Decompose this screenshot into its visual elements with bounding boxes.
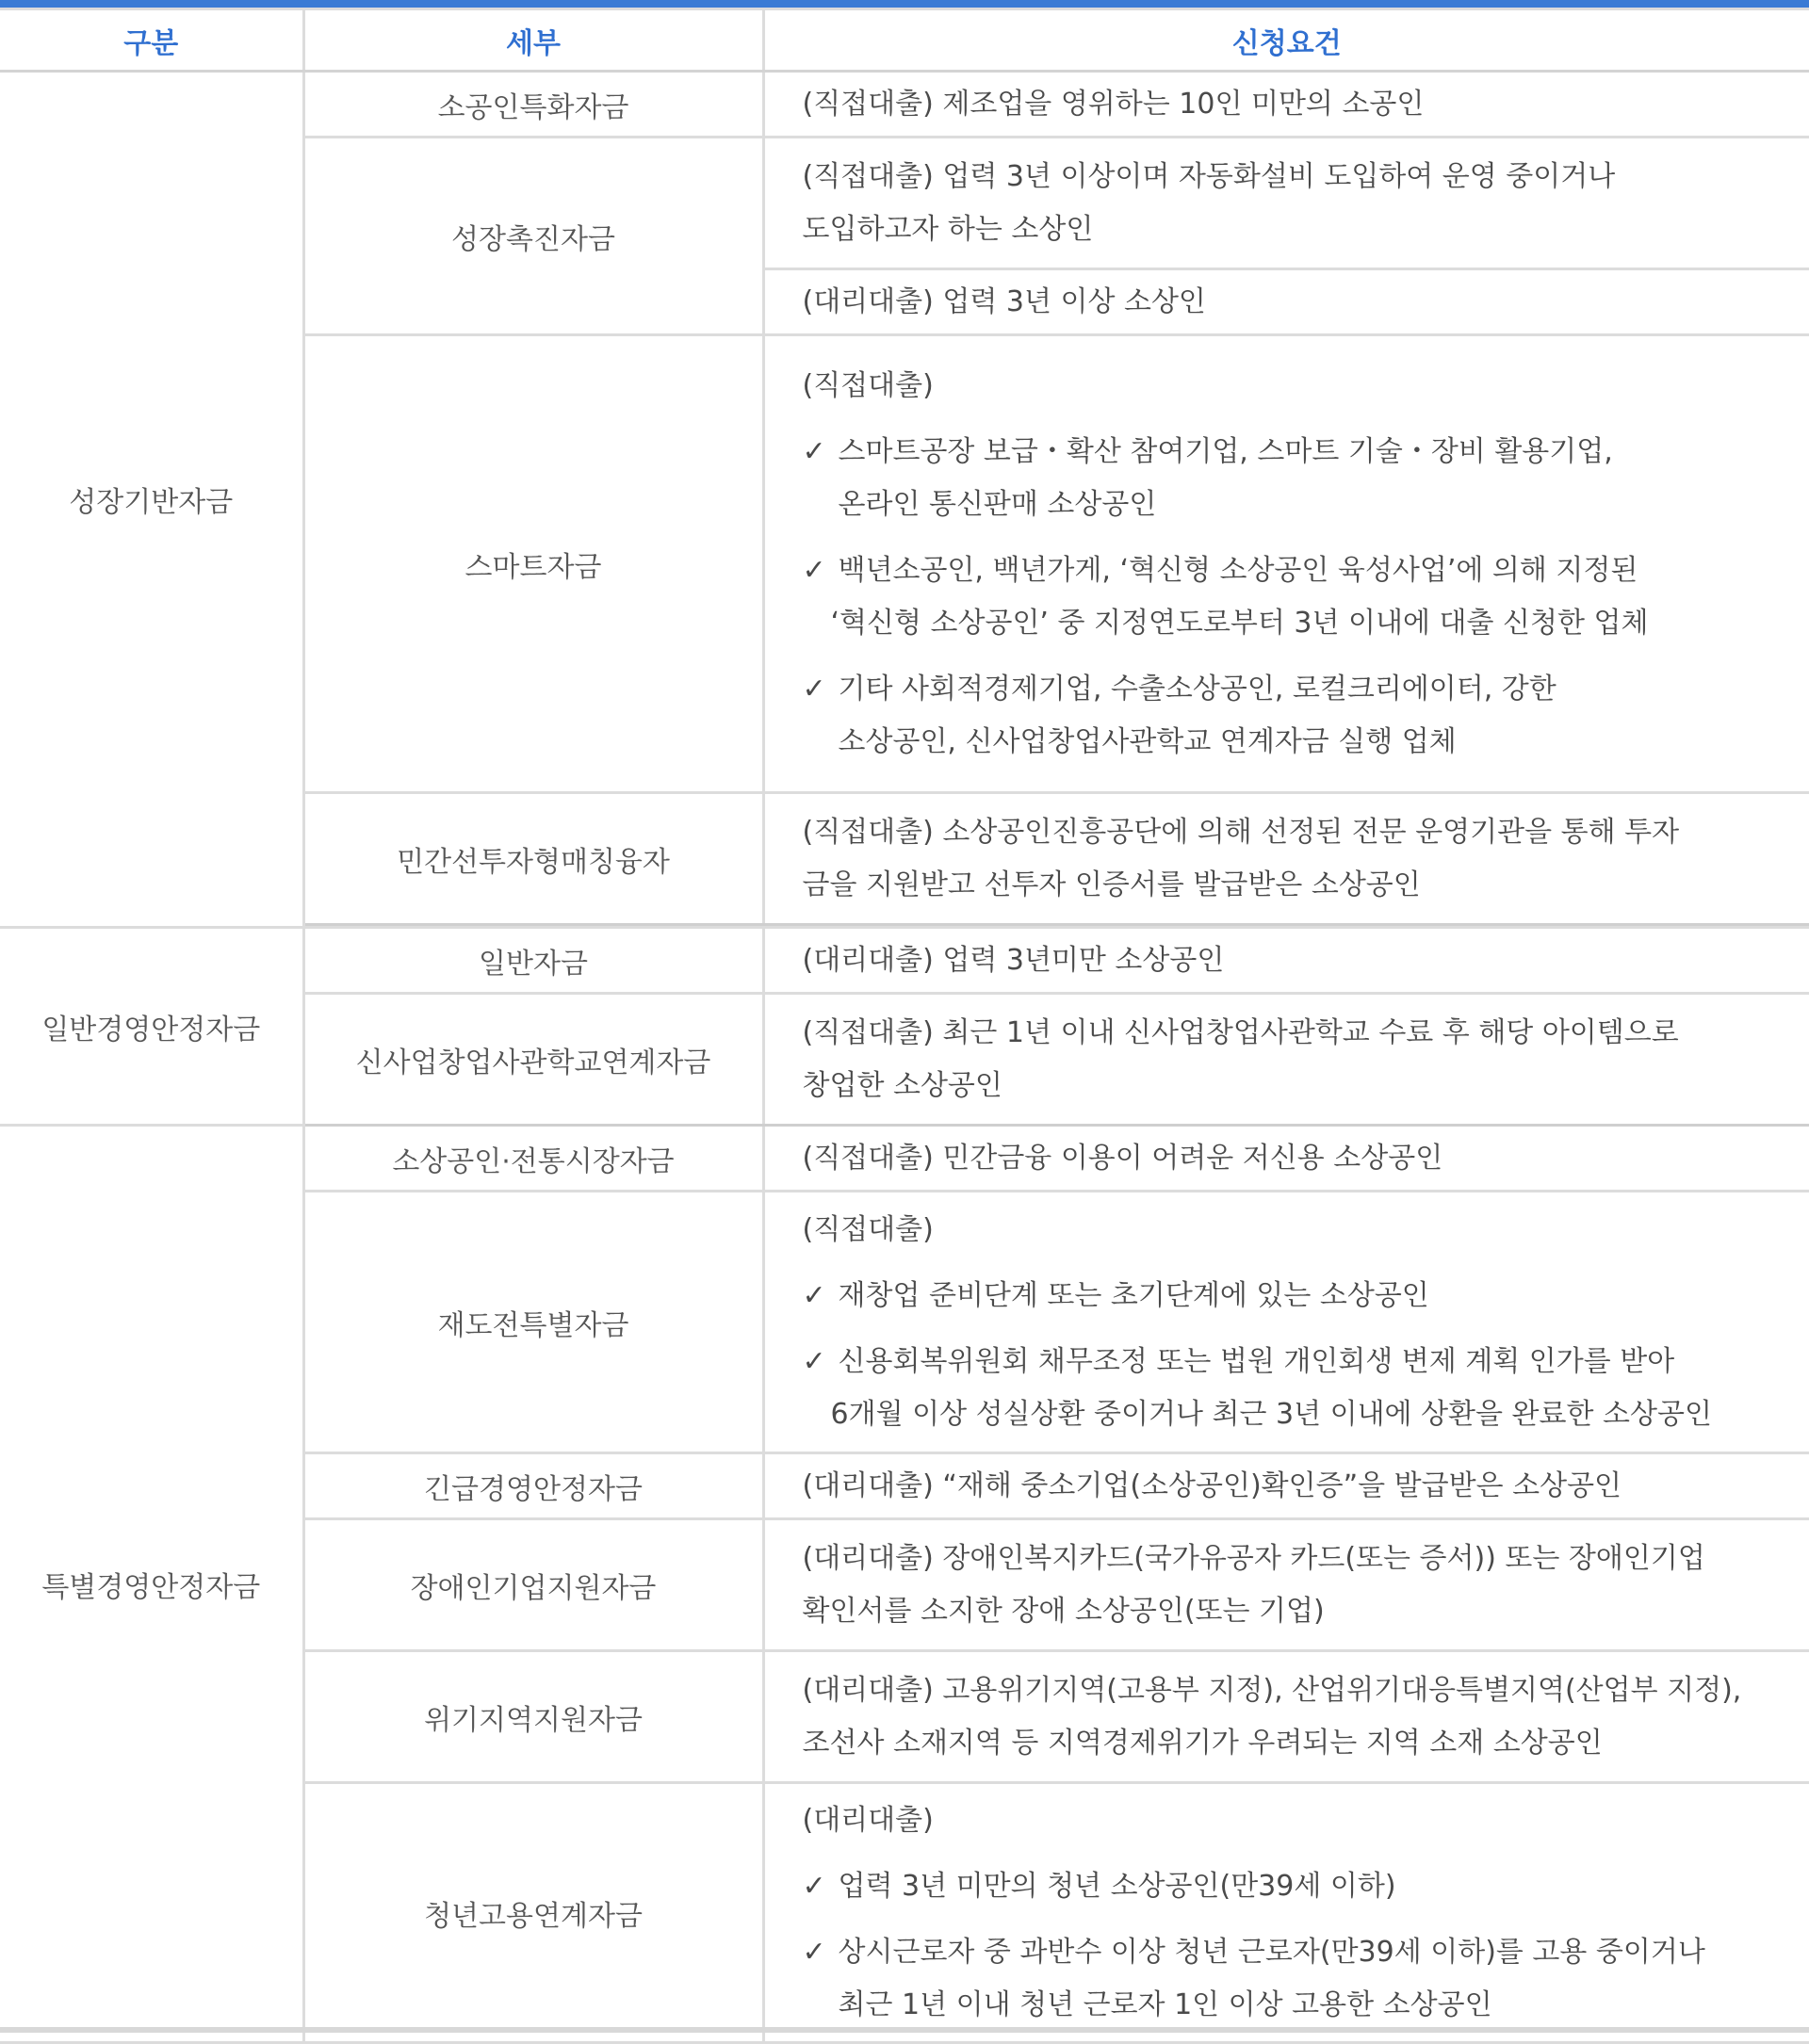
detail-cell: 소상공인·전통시장자금 xyxy=(303,1126,763,1192)
requirement-line: 도입하고자 하는 소상인 xyxy=(802,212,1094,246)
loan-requirements-table xyxy=(0,8,1809,2044)
requirement-cell xyxy=(763,1192,1809,1453)
detail-cell: 장애인기업지원자금 xyxy=(303,1519,763,1651)
requirement-line: 확인서를 소지한 장애 소상공인(또는 기업) xyxy=(802,1594,1325,1628)
requirement-cell xyxy=(763,1519,1809,1651)
detail-cell: 재도전특별자금 xyxy=(303,1192,763,1453)
requirement-cell xyxy=(763,994,1809,1126)
requirement-cell xyxy=(763,793,1809,925)
requirement-line: 창업한 소상공인 xyxy=(802,1068,1002,1102)
check-icon: ✓ xyxy=(802,1344,826,1378)
header-category: 구분 xyxy=(0,9,303,72)
requirement-cell xyxy=(763,138,1809,269)
check-icon: ✓ xyxy=(802,672,826,706)
table-row xyxy=(0,928,1809,994)
category-cell: 성장기반자금 xyxy=(0,72,303,928)
item-text: 상시근로자 중 과반수 이상 청년 근로자(만39세 이하)를 고용 중이거나 xyxy=(838,1935,1705,1969)
item-text: 최근 1년 이내 청년 근로자 1인 이상 고용한 소상공인 xyxy=(838,1987,1492,2021)
requirement-line: (직접대출) 업력 3년 이상이며 자동화설비 도입하여 운영 중이거나 xyxy=(802,159,1616,193)
header-detail: 세부 xyxy=(303,9,763,72)
item-text: 온라인 통신판매 소상공인 xyxy=(838,487,1157,521)
requirement-cell xyxy=(763,269,1809,335)
checklist-item xyxy=(803,1336,1791,1441)
check-icon: ✓ xyxy=(802,1278,826,1312)
requirement-line: (직접대출) 제조업을 영위하는 10인 미만의 소공인 xyxy=(802,87,1425,121)
checklist-item xyxy=(803,426,1791,531)
requirement-cell xyxy=(763,335,1809,793)
header-requirements: 신청요건 xyxy=(763,9,1809,72)
detail-cell: 일반자금 xyxy=(303,928,763,994)
requirement-cell xyxy=(763,1126,1809,1192)
requirement-head: (직접대출) xyxy=(802,368,934,402)
check-icon: ✓ xyxy=(802,1869,826,1903)
table-row xyxy=(0,72,1809,138)
detail-cell: 청년고용연계자금 xyxy=(303,1783,763,2043)
requirement-head: (직접대출) xyxy=(802,1212,934,1246)
category-cell: 일반경영안정자금 xyxy=(0,928,303,1126)
item-text: 신용회복위원회 채무조정 또는 법원 개인회생 변제 계획 인가를 받아 xyxy=(838,1344,1675,1378)
checklist-item xyxy=(803,663,1791,769)
item-text: 업력 3년 미만의 청년 소상공인(만39세 이하) xyxy=(838,1869,1396,1903)
checklist-item xyxy=(803,1926,1791,2032)
header-row xyxy=(0,9,1809,72)
requirement-line: (대리대출) 업력 3년 이상 소상인 xyxy=(802,284,1206,318)
requirement-cell xyxy=(763,928,1809,994)
detail-cell: 민간선투자형매칭융자 xyxy=(303,793,763,925)
check-icon: ✓ xyxy=(802,434,826,468)
check-icon: ✓ xyxy=(802,1935,826,1969)
top-accent-bar xyxy=(0,0,1809,8)
requirement-line: (직접대출) 최근 1년 이내 신사업창업사관학교 수료 후 해당 아이템으로 xyxy=(802,1015,1679,1049)
checklist-item xyxy=(803,544,1791,650)
requirement-line: 조선사 소재지역 등 지역경제위기가 우려되는 지역 소재 소상공인 xyxy=(802,1726,1603,1760)
check-icon: ✓ xyxy=(802,553,826,587)
requirement-line: (직접대출) 민간금융 이용이 어려운 저신용 소상공인 xyxy=(802,1141,1443,1175)
category-cell: 특별경영안정자금 xyxy=(0,1126,303,2043)
checklist-item xyxy=(803,1270,1791,1322)
detail-cell: 성장촉진자금 xyxy=(303,138,763,335)
detail-cell: 스마트자금 xyxy=(303,335,763,793)
item-text: ‘혁신형 소상공인’ 중 지정연도로부터 3년 이내에 대출 신청한 업체 xyxy=(830,606,1649,640)
requirement-cell xyxy=(763,72,1809,138)
item-text: 스마트공장 보급・확산 참여기업, 스마트 기술・장비 활용기업, xyxy=(838,434,1613,468)
requirement-line: 금을 지원받고 선투자 인증서를 발급받은 소상공인 xyxy=(802,868,1421,901)
detail-cell: 긴급경영안정자금 xyxy=(303,1453,763,1519)
detail-cell: 위기지역지원자금 xyxy=(303,1651,763,1783)
item-text: 소상공인, 신사업창업사관학교 연계자금 실행 업체 xyxy=(838,724,1457,758)
detail-cell: 신사업창업사관학교연계자금 xyxy=(303,994,763,1126)
item-text: 재창업 준비단계 또는 초기단계에 있는 소상공인 xyxy=(838,1278,1429,1312)
requirement-cell xyxy=(763,1453,1809,1519)
item-text: 기타 사회적경제기업, 수출소상공인, 로컬크리에이터, 강한 xyxy=(838,672,1556,706)
bottom-border xyxy=(0,2027,1809,2033)
requirement-head: (대리대출) xyxy=(802,1803,934,1837)
item-text: 백년소공인, 백년가게, ‘혁신형 소상공인 육성사업’에 의해 지정된 xyxy=(838,553,1638,587)
requirement-line: (대리대출) “재해 중소기업(소상공인)확인증”을 발급받은 소상공인 xyxy=(802,1468,1622,1502)
detail-cell: 소공인특화자금 xyxy=(303,72,763,138)
requirement-line: (직접대출) 소상공인진흥공단에 의해 선정된 전문 운영기관을 통해 투자 xyxy=(802,815,1680,849)
requirement-line: (대리대출) 고용위기지역(고용부 지정), 산업위기대응특별지역(산업부 지정), xyxy=(802,1673,1742,1707)
requirement-cell xyxy=(763,1783,1809,2043)
requirement-line: (대리대출) 업력 3년미만 소상공인 xyxy=(802,943,1225,977)
requirement-cell xyxy=(763,1651,1809,1783)
table-row xyxy=(0,1126,1809,1192)
requirement-line: (대리대출) 장애인복지카드(국가유공자 카드(또는 증서)) 또는 장애인기업 xyxy=(802,1541,1705,1575)
item-text: 6개월 이상 성실상환 중이거나 최근 3년 이내에 상환을 완료한 소상공인 xyxy=(830,1397,1712,1431)
checklist-item xyxy=(803,1860,1791,1913)
